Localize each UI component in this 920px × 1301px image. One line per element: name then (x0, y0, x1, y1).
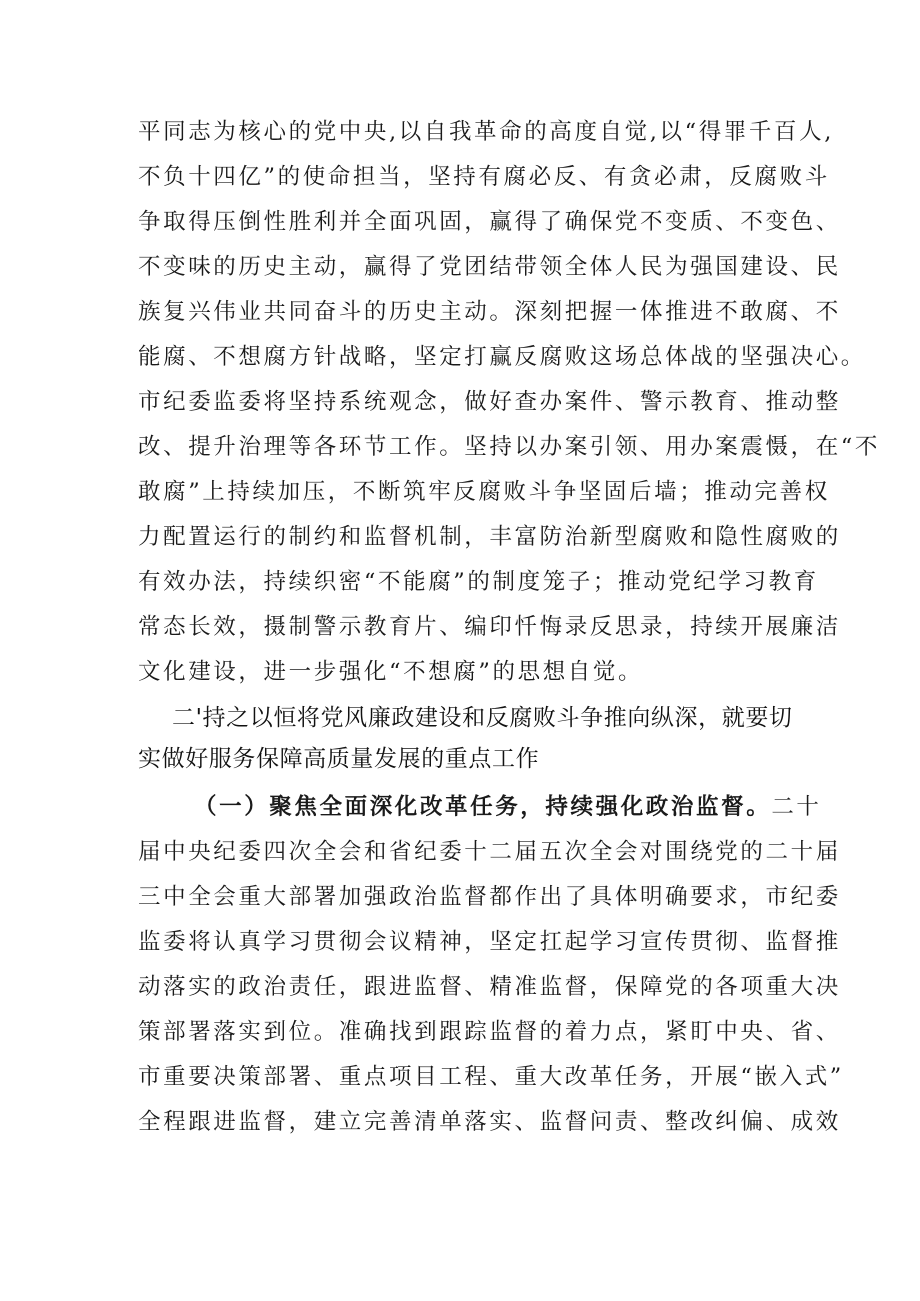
text-line: 全程跟进监督，建立完善清单落实、监督问责、整改纠偏、成效 (138, 1109, 841, 1135)
text-line: 力配置运行的制约和监督机制，丰富防治新型腐败和隐性腐败的 (138, 524, 841, 550)
subsection-lead-text: 二十 (771, 794, 822, 820)
heading-line: 二'持之以恒将党风廉政建设和反腐败斗争推向纵深，就要切 (172, 705, 793, 731)
text-line: 动落实的政治责任，跟进监督、精准监督，保障党的各项重大决 (138, 974, 841, 1000)
text-line: 市纪委监委将坚持系统观念，做好查办案件、警示教育、推动整 (138, 389, 841, 415)
text-line: 三中全会重大部署加强政治监督都作出了具体明确要求，市纪委 (138, 884, 841, 910)
text-line: 市重要决策部署、重点项目工程、重大改革任务，开展“嵌入式” (138, 1064, 844, 1090)
text-line: 监委将认真学习贯彻会议精神，坚定扛起学习宣传贯彻、监督推 (138, 929, 841, 955)
text-line: 能腐、不想腐方针战略，坚定打赢反腐败这场总体战的坚强决心。 (138, 344, 866, 370)
text-line: 平同志为核心的党中央,以自我革命的高度自觉,以“得罪千百人, (138, 119, 834, 145)
text-line: 有效办法，持续织密“不能腐”的制度笼子；推动党纪学习教育 (138, 569, 819, 595)
text-line: 改、提升治理等各环节工作。坚持以办案引领、用办案震慑，在“不 (138, 434, 881, 460)
text-line: 不负十四亿”的使命担当，坚持有腐必反、有贪必肃，反腐败斗 (138, 164, 830, 190)
text-line: 争取得压倒性胜利并全面巩固，赢得了确保党不变质、不变色、 (138, 209, 841, 235)
heading-line: 实做好服务保障高质量发展的重点工作 (138, 746, 540, 772)
text-line: 常态长效，摄制警示教育片、编印忏悔录反思录，持续开展廉洁 (138, 614, 841, 640)
text-line: 文化建设，进一步强化“不想腐”的思想自觉。 (138, 659, 644, 685)
subsection-first-line (194, 792, 822, 822)
text-line: 策部署落实到位。准确找到跟踪监督的着力点，紧盯中央、省、 (138, 1019, 841, 1045)
text-line: 届中央纪委四次全会和省纪委十二届五次全会对围绕党的二十届 (138, 839, 841, 865)
text-line: 敢腐”上持续加压，不断筑牢反腐败斗争坚固后墙；推动完善权 (138, 479, 830, 505)
subsection-title: （一）聚焦全面深化改革任务，持续强化政治监督。 (194, 794, 772, 820)
text-line: 族复兴伟业共同奋斗的历史主动。深刻把握一体推进不敢腐、不 (138, 299, 841, 325)
text-line: 不变味的历史主动，赢得了党团结带领全体人民为强国建设、民 (138, 254, 841, 280)
